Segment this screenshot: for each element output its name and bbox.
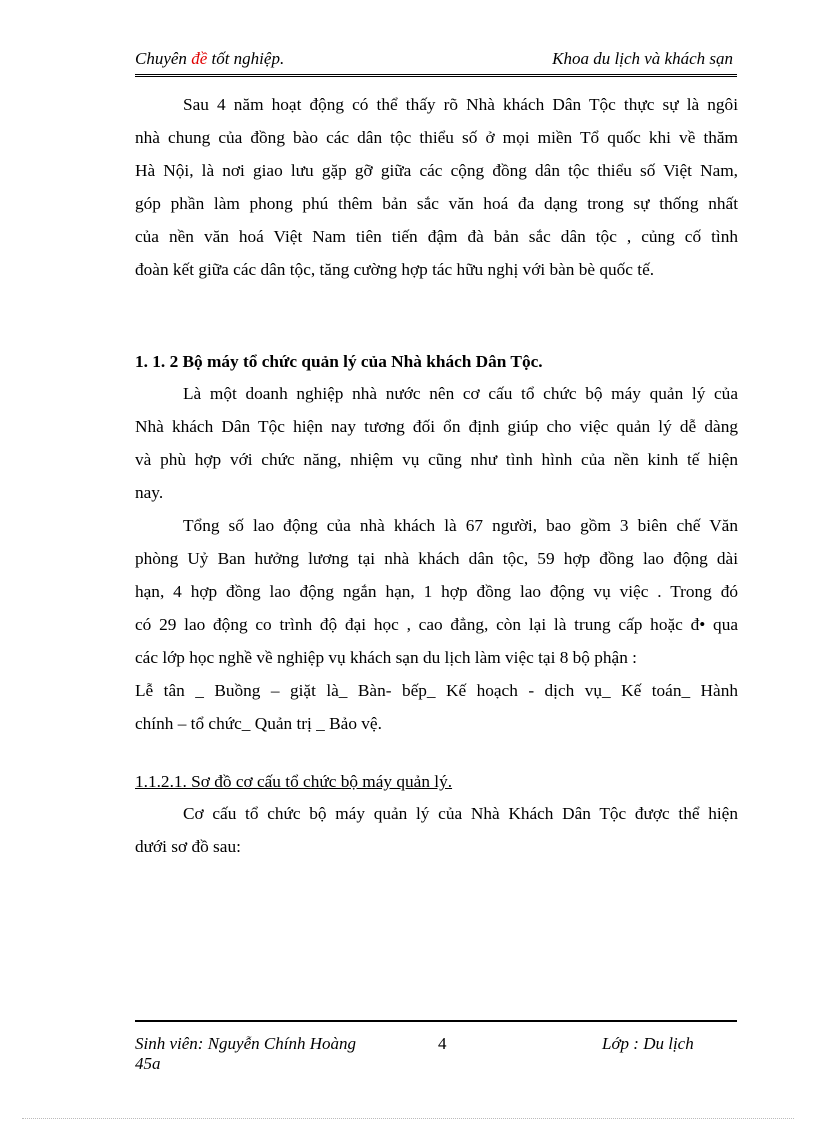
page-edge: [22, 1118, 794, 1119]
text-line: Cơ cấu tổ chức bộ máy quản lý của Nhà Khách Dân Tộc được thể hiện: [183, 804, 738, 823]
footer-class: Lớp : Du lịch: [602, 1034, 694, 1053]
text-line: đoàn kết giữa các dân tộc, tăng cường hợp tác hữu nghị với bàn bè quốc tế.: [135, 260, 655, 279]
text-line: Là một doanh nghiệp nhà nước nên cơ cấu tổ chức bộ máy quản lý của: [183, 384, 738, 403]
paragraph-4: [135, 797, 738, 863]
page-header: [135, 48, 737, 75]
section-heading: 1. 1. 2 Bộ máy tổ chức quản lý của Nhà khách Dân Tộc.: [135, 352, 543, 371]
text-line: Hà Nội, là nơi giao lưu gặp gỡ giữa các cộng đồng dân tộc thiểu số Việt Nam,: [135, 161, 738, 180]
text-line: chính – tổ chức_ Quản trị _ Bảo vệ.: [135, 714, 382, 733]
header-right-title: Khoa du lịch và khách sạn: [552, 49, 733, 68]
paragraph-1: [135, 88, 738, 286]
text-line: của nền văn hoá Việt Nam tiên tiến đậm đà bản sắc dân tộc , củng cố tình: [135, 227, 738, 246]
header-left-title: Chuyên đề tốt nghiệp.: [135, 49, 285, 68]
text-line: nhà chung của đồng bào các dân tộc thiểu số ở mọi miền Tổ quốc khi về thăm: [135, 128, 738, 147]
text-line: và phù hợp với chức năng, nhiệm vụ cũng như tình hình của nền kinh tế hiện: [135, 450, 738, 469]
text-line: Lễ tân _ Buồng – giặt là_ Bàn- bếp_ Kế hoạch - dịch vụ_ Kế toán_ Hành: [135, 681, 738, 700]
footer-student-name: Sinh viên: Nguyễn Chính Hoàng: [135, 1034, 356, 1053]
text-line: góp phần làm phong phú thêm bản sắc văn hoá đa dạng trong sự thống nhất: [135, 194, 738, 213]
text-line: Tổng số lao động của nhà khách là 67 người, bao gồm 3 biên chế Văn: [183, 516, 738, 535]
text-line: các lớp học nghề về nghiệp vụ khách sạn du lịch làm việc tại 8 bộ phận :: [135, 648, 637, 667]
subsection-heading: 1.1.2.1. Sơ đồ cơ cấu tổ chức bộ máy quản lý.: [135, 772, 453, 791]
footer-rule: [135, 1020, 737, 1022]
text-line: nay.: [135, 483, 164, 502]
header-rule: [135, 76, 737, 77]
text-line: hạn, 4 hợp đồng lao động ngắn hạn, 1 hợp đồng lao động vụ việc . Trong đó: [135, 582, 738, 601]
text-line: có 29 lao động co trình độ đại học , cao đẳng, còn lại là trung cấp hoặc đ• qua: [135, 615, 738, 634]
page-number: 4: [438, 1034, 447, 1053]
text-line: Sau 4 năm hoạt động có thể thấy rõ Nhà khách Dân Tộc thực sự là ngôi: [183, 95, 738, 114]
text-line: dưới sơ đồ sau:: [135, 837, 241, 856]
footer-student-class-code: 45a: [135, 1054, 161, 1073]
footer-student: [135, 1034, 356, 1074]
paragraph-2: [135, 377, 738, 509]
text-line: Nhà khách Dân Tộc hiện nay tương đối ổn định giúp cho việc quản lý dễ dàng: [135, 417, 738, 436]
paragraph-3: [135, 509, 738, 740]
text-line: phòng Uỷ Ban hưởng lương tại nhà khách dân tộc, 59 hợp đồng lao động dài: [135, 549, 738, 568]
